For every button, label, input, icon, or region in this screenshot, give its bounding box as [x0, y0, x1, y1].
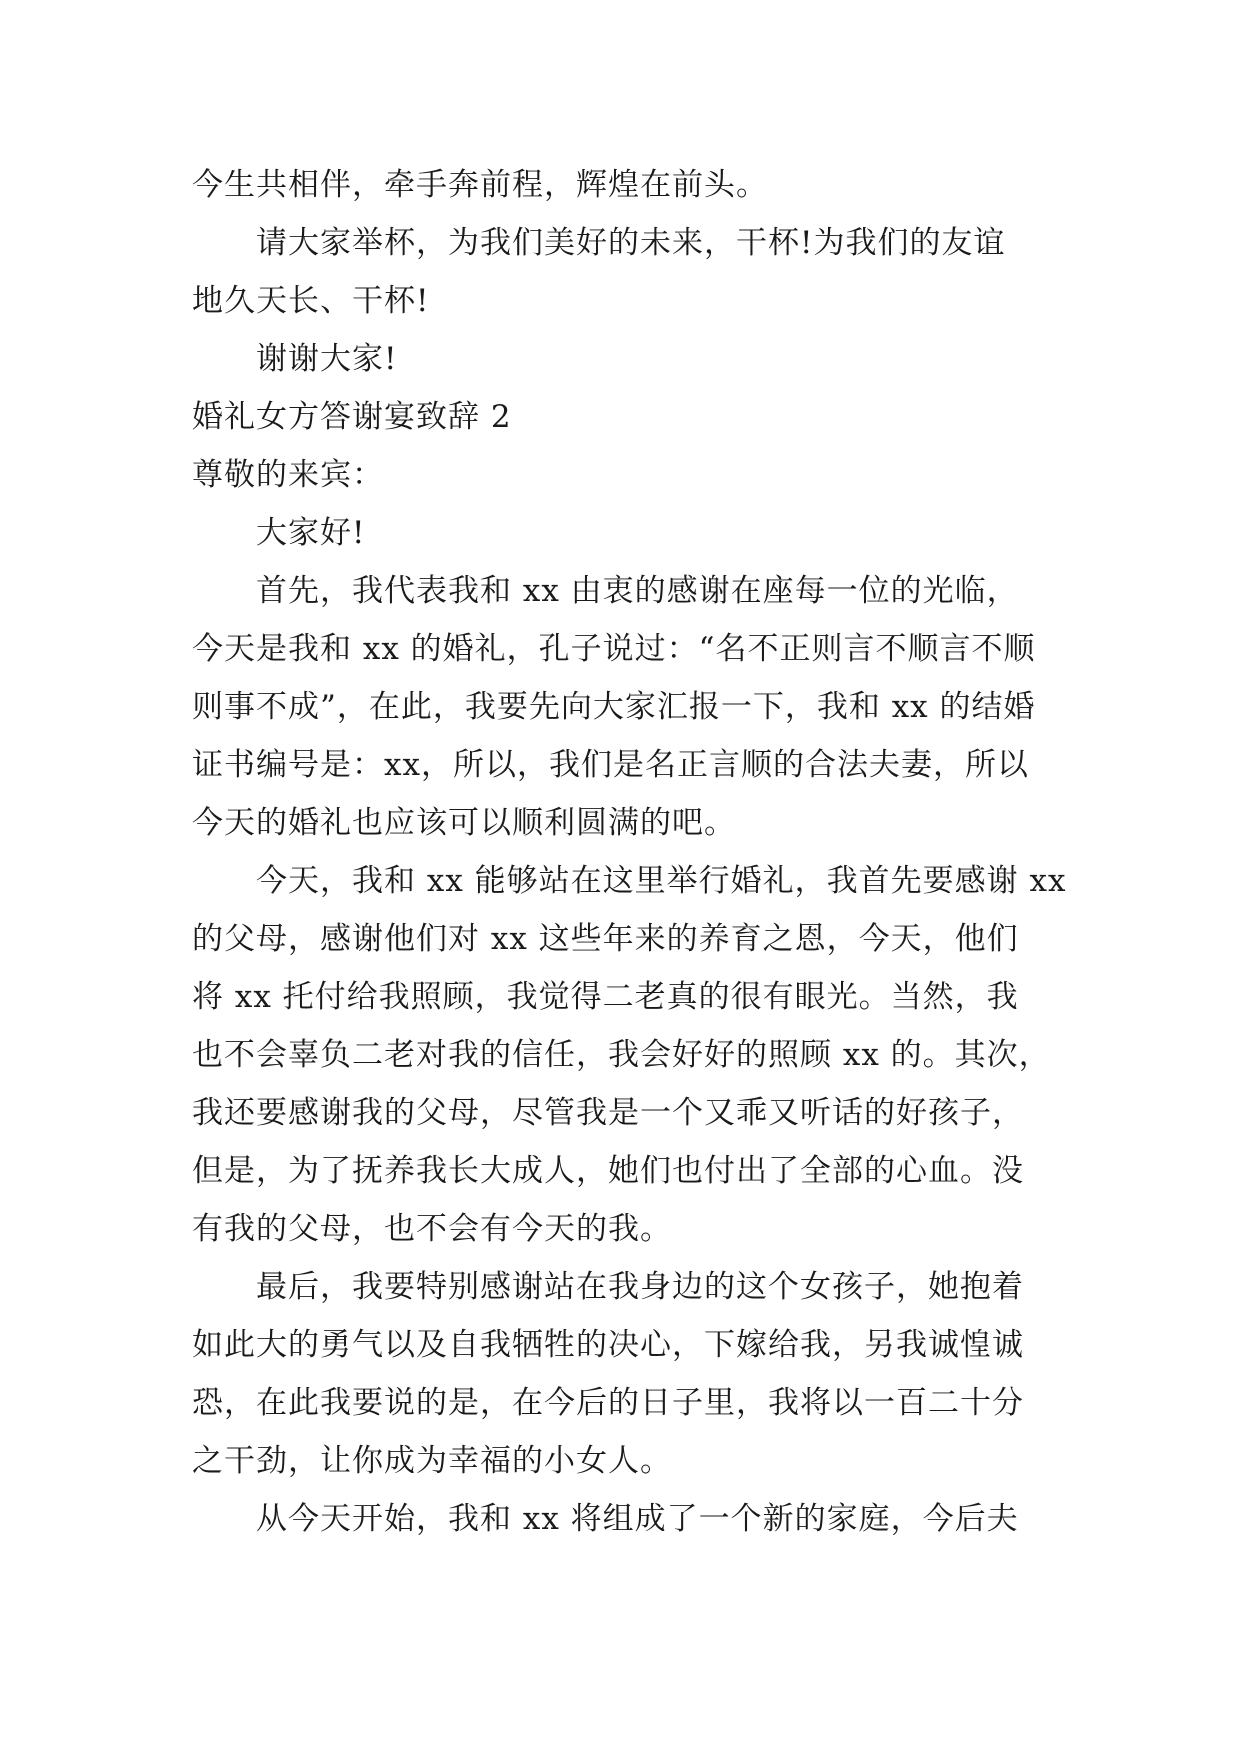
paragraph-1-line-2: 今天是我和 xx 的婚礼，孔子说过：“名不正则言不顺言不顺	[192, 631, 1036, 667]
text-line-toast-cont: 地久天长、干杯!	[192, 283, 430, 319]
section-heading: 婚礼女方答谢宴致辞 2	[192, 399, 512, 435]
paragraph-3-line-3: 恐，在此我要说的是，在今后的日子里，我将以一百二十分	[192, 1385, 1024, 1421]
text-line-thanks: 谢谢大家!	[256, 341, 398, 377]
paragraph-2-line-1: 今天，我和 xx 能够站在这里举行婚礼，我首先要感谢 xx	[256, 863, 1067, 899]
paragraph-1-line-1: 首先，我代表我和 xx 由衷的感谢在座每一位的光临，	[256, 573, 1019, 609]
paragraph-2-line-5: 我还要感谢我的父母，尽管我是一个又乖又听话的好孩子，	[192, 1095, 1024, 1131]
salutation: 尊敬的来宾：	[192, 457, 384, 493]
paragraph-2-line-4: 也不会辜负二老对我的信任，我会好好的照顾 xx 的。其次，	[192, 1037, 1051, 1073]
text-line-closing-verse: 今生共相伴，牵手奔前程，辉煌在前头。	[192, 167, 768, 203]
paragraph-3-line-1: 最后，我要特别感谢站在我身边的这个女孩子，她抱着	[256, 1269, 1024, 1305]
document-page	[192, 156, 1067, 1548]
paragraph-3-line-2: 如此大的勇气以及自我牺牲的决心，下嫁给我，另我诚惶诚	[192, 1327, 1024, 1363]
paragraph-1-line-3: 则事不成”，在此，我要先向大家汇报一下，我和 xx 的结婚	[192, 689, 1036, 725]
paragraph-2-line-6: 但是，为了抚养我长大成人，她们也付出了全部的心血。没	[192, 1153, 1024, 1189]
paragraph-2-line-2: 的父母，感谢他们对 xx 这些年来的养育之恩，今天，他们	[192, 921, 1019, 957]
paragraph-1-line-5: 今天的婚礼也应该可以顺利圆满的吧。	[192, 805, 736, 841]
paragraph-4-line-1: 从今天开始，我和 xx 将组成了一个新的家庭，今后夫	[256, 1501, 1019, 1537]
paragraph-2-line-7: 有我的父母，也不会有今天的我。	[192, 1211, 672, 1247]
paragraph-1-line-4: 证书编号是：xx，所以，我们是名正言顺的合法夫妻，所以	[192, 747, 1029, 783]
paragraph-2-line-3: 将 xx 托付给我照顾，我觉得二老真的很有眼光。当然，我	[192, 979, 1019, 1015]
text-line-toast: 请大家举杯，为我们美好的未来，干杯!为我们的友谊	[256, 225, 1006, 261]
greeting: 大家好!	[256, 515, 366, 551]
paragraph-3-line-4: 之干劲，让你成为幸福的小女人。	[192, 1443, 672, 1479]
